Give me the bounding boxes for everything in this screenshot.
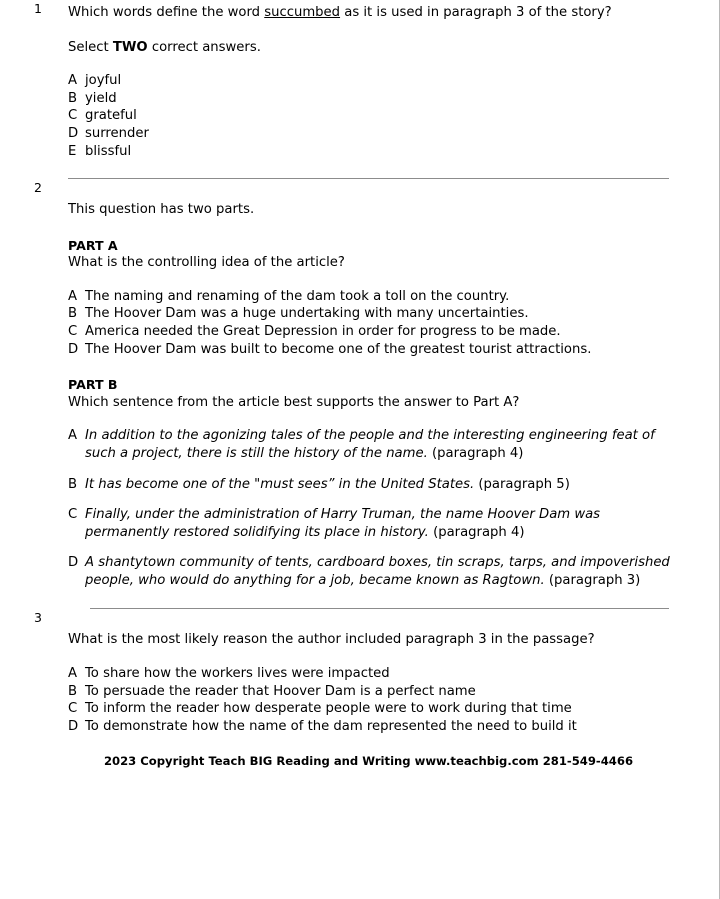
option-2b-a[interactable] (68, 427, 675, 462)
option-1c-text: grateful (85, 108, 137, 124)
option-2a-c[interactable] (68, 323, 675, 341)
part-b-prompt: Which sentence from the article best supports the answer to Part A? (68, 394, 520, 410)
option-3b-text: To persuade the reader that Hoover Dam is a perfect name (85, 683, 476, 699)
option-1e[interactable] (68, 143, 675, 161)
question-3 (0, 609, 719, 735)
option-2b-b-letter: B (68, 476, 78, 492)
question-2 (0, 179, 719, 589)
option-2a-a-text: The naming and renaming of the dam took a toll on the country. (85, 288, 510, 304)
option-1c[interactable] (68, 107, 675, 125)
question-2-number: 2 (34, 180, 42, 196)
option-2b-c-text (85, 506, 675, 541)
option-2b-b-quote: It has become one of the "must sees” in the United States. (85, 476, 475, 492)
option-2b-a-paragraph-ref: (paragraph 4) (427, 445, 524, 461)
option-2b-b[interactable] (68, 476, 675, 494)
option-1d[interactable] (68, 125, 675, 143)
option-3d[interactable] (68, 718, 675, 736)
option-2b-d[interactable] (68, 554, 675, 589)
part-b-heading: PART B (68, 377, 118, 393)
question-2-stem: This question has two parts. (68, 202, 255, 218)
option-1b-text: yield (85, 90, 117, 106)
option-2b-b-paragraph-ref: (paragraph 5) (474, 476, 570, 492)
question-1-stem (68, 4, 675, 22)
option-2a-d[interactable] (68, 341, 675, 359)
question-1-instruction (68, 39, 675, 57)
option-2b-c-quote: Finally, under the administration of Harry Truman, the name Hoover Dam was permanently restored solidifying its place in history. (85, 507, 601, 540)
question-1-number: 1 (34, 1, 42, 16)
option-2a-d-text: The Hoover Dam was built to become one of the greatest tourist attractions. (85, 341, 592, 357)
question-1 (0, 0, 719, 160)
option-3a-text: To share how the workers lives were impacted (85, 666, 390, 682)
option-2b-a-letter: A (68, 428, 78, 444)
part-a-options (68, 288, 675, 358)
option-2b-d-text (85, 554, 675, 589)
option-2a-c-text: America needed the Great Depression in order for progress to be made. (85, 324, 561, 340)
option-3d-letter: D (68, 718, 79, 734)
option-3b[interactable] (68, 683, 675, 701)
option-2b-c[interactable] (68, 506, 675, 541)
option-3a-letter: A (68, 666, 78, 682)
option-2a-a[interactable] (68, 288, 675, 306)
option-1a-letter: A (68, 73, 78, 89)
option-2a-b-text: The Hoover Dam was a huge undertaking with many uncertainties. (85, 306, 529, 322)
option-2b-d-quote: A shantytown community of tents, cardboard boxes, tin scraps, tarps, and impoverished people, who would do anything for a job, became known as Ragtown. (85, 555, 670, 588)
option-3d-text: To demonstrate how the name of the dam represented the need to build it (85, 718, 577, 734)
part-b-options (68, 427, 675, 589)
question-1-stem-part2: as it is used in paragraph 3 of the story? (340, 5, 612, 20)
option-2a-c-letter: C (68, 324, 78, 340)
option-1e-text: blissful (85, 143, 132, 159)
option-2b-c-paragraph-ref: (paragraph 4) (428, 524, 525, 540)
question-1-stem-part1: Which words define the word (68, 5, 265, 20)
option-2b-d-letter: D (68, 555, 79, 571)
option-2b-d-paragraph-ref: (paragraph 3) (544, 572, 641, 588)
question-3-options (68, 665, 675, 735)
option-2a-d-letter: D (68, 341, 79, 357)
part-a-prompt: What is the controlling idea of the article? (68, 255, 345, 271)
option-2b-c-letter: C (68, 507, 78, 523)
option-1b-letter: B (68, 90, 78, 106)
question-1-vocab-word: succumbed (264, 5, 341, 20)
question-1-instruction-emphasis: TWO (112, 39, 148, 55)
copyright-footer: 2023 Copyright Teach BIG Reading and Writing www.teachbig.com 281-549-4466 (103, 754, 634, 769)
option-1b[interactable] (68, 90, 675, 108)
question-1-instruction-part1: Select (68, 39, 113, 55)
question-1-instruction-part2: correct answers. (147, 39, 261, 55)
option-1d-letter: D (68, 125, 79, 141)
question-3-stem: What is the most likely reason the author included paragraph 3 in the passage? (68, 632, 595, 648)
option-3b-letter: B (68, 683, 78, 699)
option-2a-a-letter: A (68, 288, 78, 304)
option-3c[interactable] (68, 700, 675, 718)
option-1d-text: surrender (85, 125, 149, 141)
part-a-heading: PART A (68, 237, 118, 253)
option-2a-b-letter: B (68, 306, 78, 322)
option-2b-b-text (85, 476, 675, 494)
option-1a[interactable] (68, 72, 675, 90)
option-1e-letter: E (68, 143, 77, 159)
question-3-number: 3 (34, 610, 42, 626)
option-3a[interactable] (68, 665, 675, 683)
option-1c-letter: C (68, 108, 78, 124)
option-2b-a-quote: In addition to the agonizing tales of the people and the interesting engineering feat of such a project, there is still the history of the name. (85, 428, 655, 461)
option-3c-text: To inform the reader how desperate people were to work during that time (85, 701, 572, 717)
option-1a-text: joyful (85, 73, 122, 89)
option-2a-b[interactable] (68, 305, 675, 323)
option-2b-a-text (85, 427, 675, 462)
option-3c-letter: C (68, 701, 78, 717)
question-1-options (68, 72, 675, 160)
